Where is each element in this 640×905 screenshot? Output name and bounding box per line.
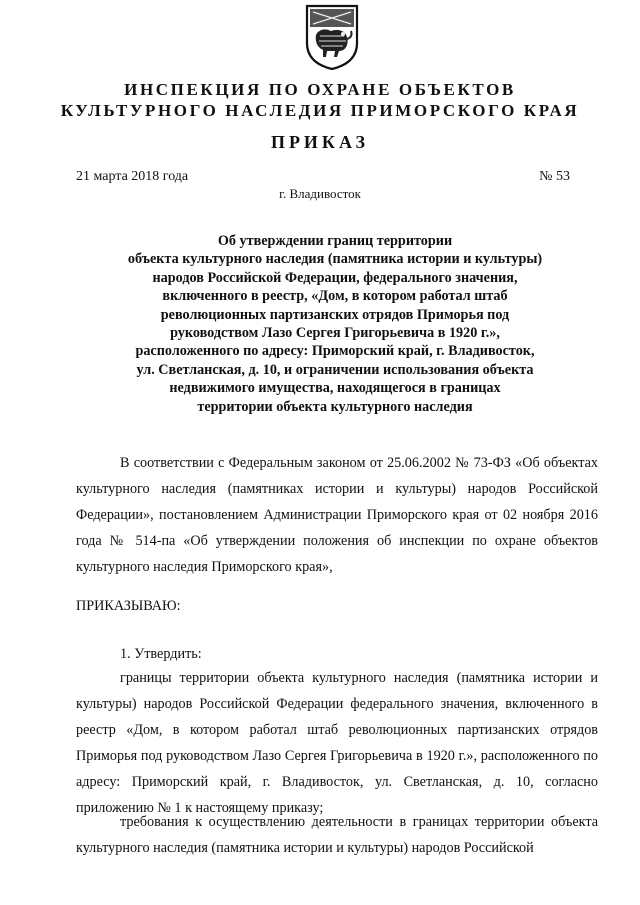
subject-line: ул. Светланская, д. 10, и ограничении использования объекта — [136, 361, 534, 378]
document-subject — [60, 232, 610, 416]
subject-line: руководством Лазо Сергея Григорьевича в 1920 г.», — [170, 325, 500, 342]
subject-line: объекта культурного наследия (памятника истории и культуры) — [127, 251, 543, 268]
item-1-boundaries-paragraph: границы территории объекта культурного наследия (памятника истории и культуры) народов Российской Федерации федерального значения, включенного в реестр «Дом, в котором работал штаб революционных партизанских отрядов Приморья под руководством Лазо Сергея Григорьевича в 1920 г.», расположенного по адресу: Приморский край, г. Владивосток, ул. Светланская, д. 10, согласно приложению № 1 к настоящему приказу; — [76, 670, 598, 817]
document-city: г. Владивосток — [279, 186, 361, 201]
coat-of-arms-emblem-icon — [303, 3, 361, 71]
organization-name-line-1: ИНСПЕКЦИЯ ПО ОХРАНЕ ОБЪЕКТОВ — [124, 80, 516, 99]
preamble-paragraph: В соответствии с Федеральным законом от 25.06.2002 № 73-ФЗ «Об объектах культурного наследия (памятниках истории и культуры) народов Российской Федерации», постановлением Администрации Приморского края от 02 ноября 2016 года № 514-па «Об утверждении положения об инспекции по охране объектов культурного наследия Приморского края», — [76, 455, 598, 576]
subject-line: Об утверждении границ территории — [217, 233, 453, 249]
subject-line: недвижимого имущества, находящегося в границах — [169, 380, 501, 397]
order-keyword: ПРИКАЗЫВАЮ: — [76, 598, 181, 615]
subject-line: включенного в реестр, «Дом, в котором работал штаб — [162, 288, 508, 305]
subject-line: народов Российской Федерации, федерального значения, — [152, 269, 518, 286]
subject-line: расположенного по адресу: Приморский край, г. Владивосток, — [135, 343, 535, 360]
document-date: 21 марта 2018 года — [76, 169, 189, 184]
subject-line: революционных партизанских отрядов Приморья под — [160, 306, 510, 323]
item-1-heading: 1. Утвердить: — [120, 646, 202, 663]
organization-name-line-2: КУЛЬТУРНОГО НАСЛЕДИЯ ПРИМОРСКОГО КРАЯ — [60, 101, 580, 120]
document-number: № 53 — [539, 169, 570, 184]
subject-line: территории объекта культурного наследия — [197, 398, 473, 415]
document-type-title: ПРИКАЗ — [270, 132, 370, 152]
item-1-requirements-paragraph: требования к осуществлению деятельности в границах территории объекта культурного наследия (памятника истории и культуры) народов Российской — [76, 814, 598, 857]
